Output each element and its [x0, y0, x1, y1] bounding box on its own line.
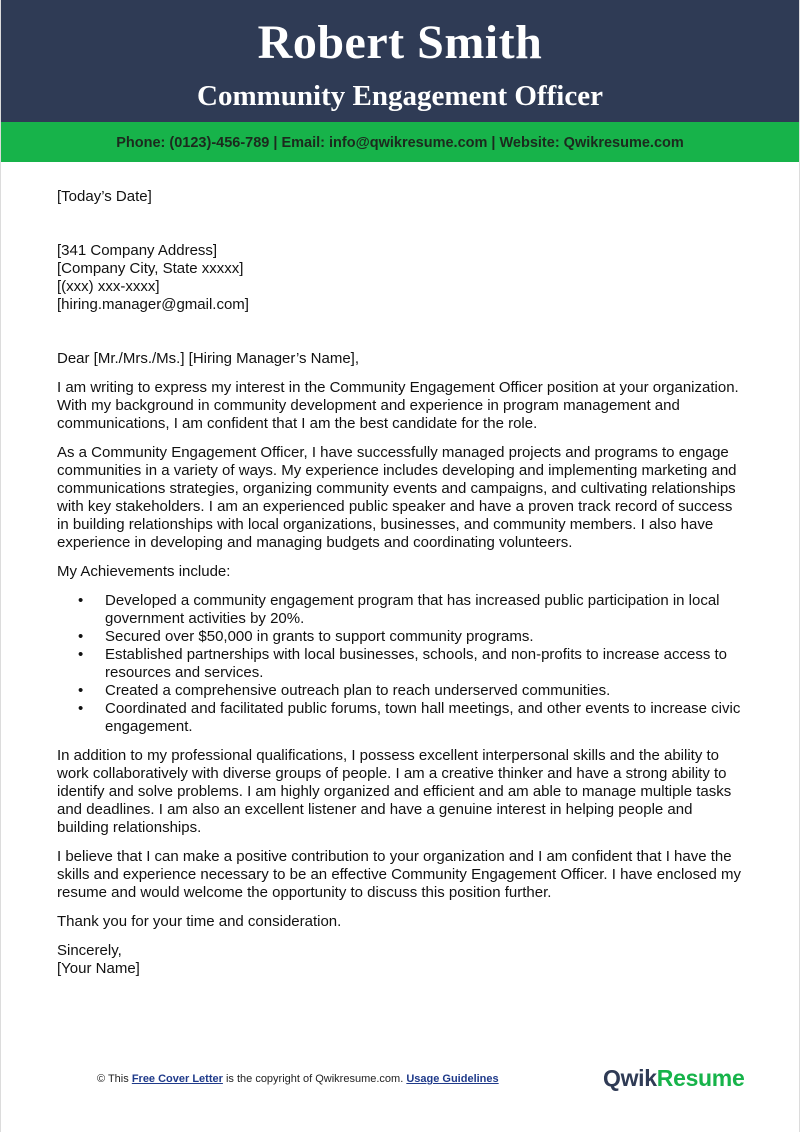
- bullet-icon: •: [78, 628, 84, 645]
- bullet-icon: •: [78, 682, 84, 699]
- achievements-list: [57, 592, 747, 736]
- qwikresume-logo: QwikResume: [603, 1065, 745, 1091]
- job-title: Community Engagement Officer: [197, 80, 603, 112]
- list-item: • Created a comprehensive outreach plan to reach underserved communities.: [78, 682, 611, 699]
- paragraph-qualifications: In addition to my professional qualifications, I possess excellent interpersonal skills and the ability to work collaboratively with diverse groups of people. I am a creative thinker and have a strong ability to identify and solve problems. I am highly organized and efficient and am able to manage multiple tasks and deadlines. I am also an excellent listener and have a genuine interest in helping people and building relationships.: [57, 747, 732, 836]
- usage-guidelines-link[interactable]: Usage Guidelines: [406, 1073, 499, 1085]
- address-line: [(xxx) xxx-xxxx]: [57, 278, 160, 295]
- copyright-notice: © This Free Cover Letter is the copyright of Qwikresume.com. Usage Guidelines: [97, 1073, 499, 1085]
- signature-name: [Your Name]: [57, 960, 140, 977]
- closing: Sincerely,: [57, 942, 122, 959]
- list-item: • Developed a community engagement program that has increased public participation in local government activities by 20%.: [78, 592, 720, 627]
- achievements-intro: My Achievements include:: [57, 563, 231, 580]
- contact-bar: Phone: (0123)-456-789 | Email: info@qwikresume.com | Website: Qwikresume.com: [1, 122, 799, 162]
- list-item: • Secured over $50,000 in grants to support community programs.: [78, 628, 534, 645]
- bullet-icon: •: [78, 592, 84, 609]
- header-banner: [1, 0, 799, 122]
- footer: [1, 1060, 799, 1100]
- address-line: [341 Company Address]: [57, 242, 218, 259]
- recipient-address: [57, 242, 747, 314]
- thanks-line: Thank you for your time and consideration.: [57, 913, 342, 930]
- bullet-icon: •: [78, 700, 84, 717]
- paragraph-experience: As a Community Engagement Officer, I have successfully managed projects and programs to engage communities in a variety of ways. My experience includes developing and implementing marketing and communications strategies, organizing community events and campaigns, and cultivating relationships with key stakeholders. I am an experienced public speaker and have a proven track record of success in building relationships with local organizations, businesses, and community members. I also have experience in developing and managing budgets and coordinating volunteers.: [57, 444, 737, 551]
- list-item: • Coordinated and facilitated public forums, town hall meetings, and other events to increase civic engagement.: [78, 700, 741, 735]
- letter-body: [57, 188, 747, 978]
- salutation: Dear [Mr./Mrs./Ms.] [Hiring Manager’s Name],: [57, 350, 360, 367]
- address-line: [Company City, State xxxxx]: [57, 260, 244, 277]
- list-item: • Established partnerships with local businesses, schools, and non-profits to increase access to resources and services.: [78, 646, 727, 681]
- paragraph-intro: I am writing to express my interest in the Community Engagement Officer position at your organization. With my background in community development and experience in program management and communications, I am confident that I am the best candidate for the role.: [57, 379, 739, 432]
- letter-date: [Today’s Date]: [57, 188, 152, 205]
- address-line: [hiring.manager@gmail.com]: [57, 296, 249, 313]
- free-cover-letter-link[interactable]: Free Cover Letter: [131, 1073, 223, 1085]
- paragraph-contribution: I believe that I can make a positive contribution to your organization and I am confident that I have the skills and experience necessary to be an effective Community Engagement Officer. I have enclosed my resume and would welcome the opportunity to discuss this position further.: [57, 848, 741, 901]
- candidate-name: Robert Smith: [257, 16, 543, 69]
- bullet-icon: •: [78, 646, 84, 663]
